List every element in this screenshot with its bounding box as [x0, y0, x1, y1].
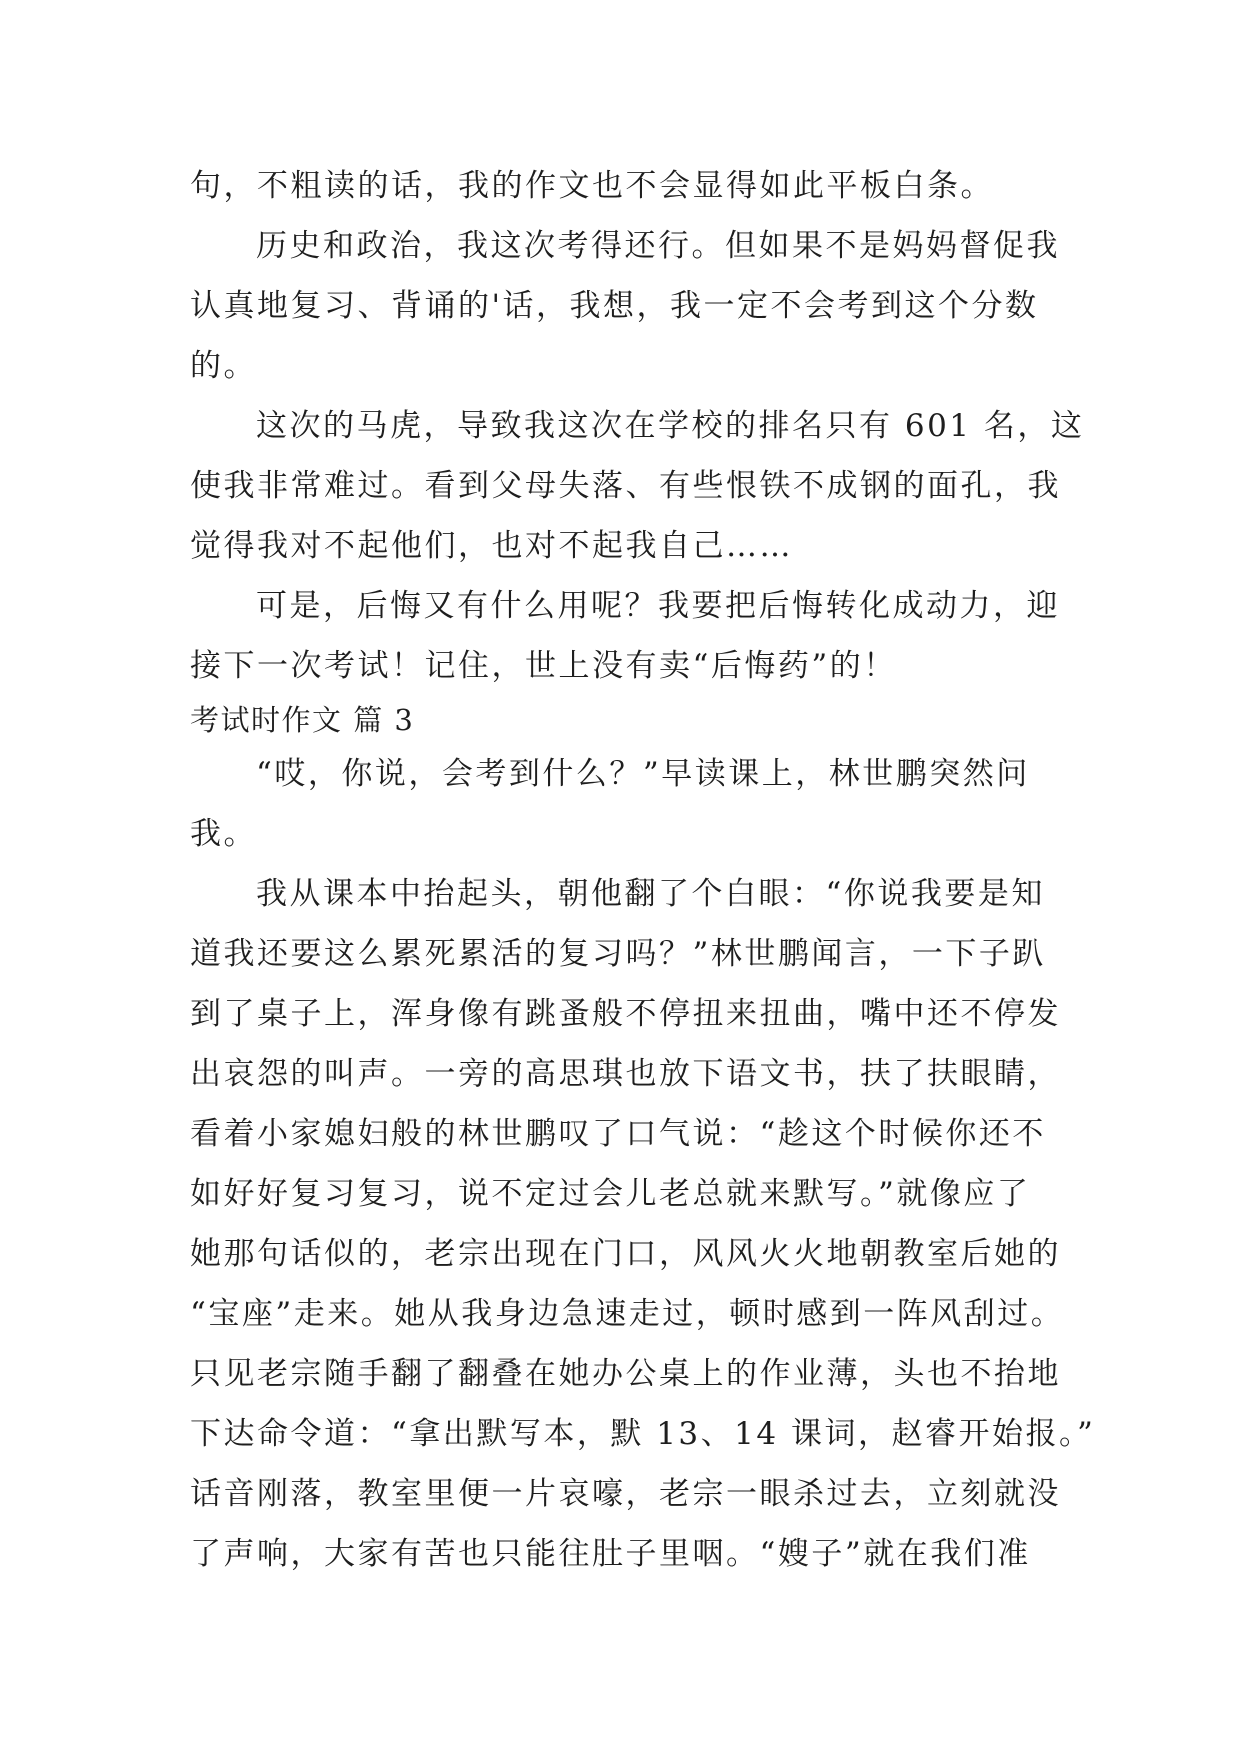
text-line: 她那句话似的，老宗出现在门口，风风火火地朝教室后她的: [190, 1236, 1061, 1272]
text-line: 如好好复习复习，说不定过会儿老总就来默写。”就像应了: [190, 1176, 1031, 1212]
text-line: 可是，后悔又有什么用呢？我要把后悔转化成动力，迎: [256, 588, 1060, 624]
text-line: “宝座”走来。她从我身边急速走过，顿时感到一阵风刮过。: [190, 1296, 1065, 1332]
text-line: 我。: [190, 816, 257, 852]
text-line: 出哀怨的叫声。一旁的高思琪也放下语文书，扶了扶眼睛，: [190, 1056, 1061, 1092]
text-line: 这次的马虎，导致我这次在学校的排名只有 601 名，这: [256, 408, 1085, 444]
text-line: 觉得我对不起他们，也对不起我自己……: [190, 528, 793, 564]
text-line: 认真地复习、背诵的'话，我想，我一定不会考到这个分数: [190, 288, 1039, 324]
text-line: 到了桌子上，浑身像有跳蚤般不停扭来扭曲，嘴中还不停发: [190, 996, 1061, 1032]
document-body: [190, 156, 1096, 1584]
text-line: 的。: [190, 348, 257, 384]
text-line: 道我还要这么累死累活的复习吗？”林世鹏闻言，一下子趴: [190, 936, 1046, 972]
text-line: 了声响，大家有苦也只能往肚子里咽。“嫂子”就在我们准: [190, 1536, 1031, 1572]
text-line: 话音刚落，教室里便一片哀嚎，老宗一眼杀过去，立刻就没: [190, 1476, 1061, 1512]
text-line: 看着小家媳妇般的林世鹏叹了口气说：“趁这个时候你还不: [190, 1116, 1046, 1152]
text-line: 接下一次考试！记住，世上没有卖“后悔药”的！: [190, 648, 897, 684]
text-line: 只见老宗随手翻了翻叠在她办公桌上的作业薄，头也不抬地: [190, 1356, 1061, 1392]
text-line: 句，不粗读的话，我的作文也不会显得如此平板白条。: [190, 168, 994, 204]
text-line: 下达命令道：“拿出默写本，默 13、14 课词，赵睿开始报。”: [190, 1416, 1096, 1452]
text-line: 使我非常难过。看到父母失落、有些恨铁不成钢的面孔，我: [190, 468, 1061, 504]
text-line: 历史和政治，我这次考得还行。但如果不是妈妈督促我: [256, 228, 1060, 264]
text-line: “哎，你说，会考到什么？”早读课上，林世鹏突然问: [256, 756, 1030, 792]
section-heading: 考试时作文 篇 3: [190, 703, 415, 737]
text-line: 我从课本中抬起头，朝他翻了个白眼：“你说我要是知: [256, 876, 1045, 912]
